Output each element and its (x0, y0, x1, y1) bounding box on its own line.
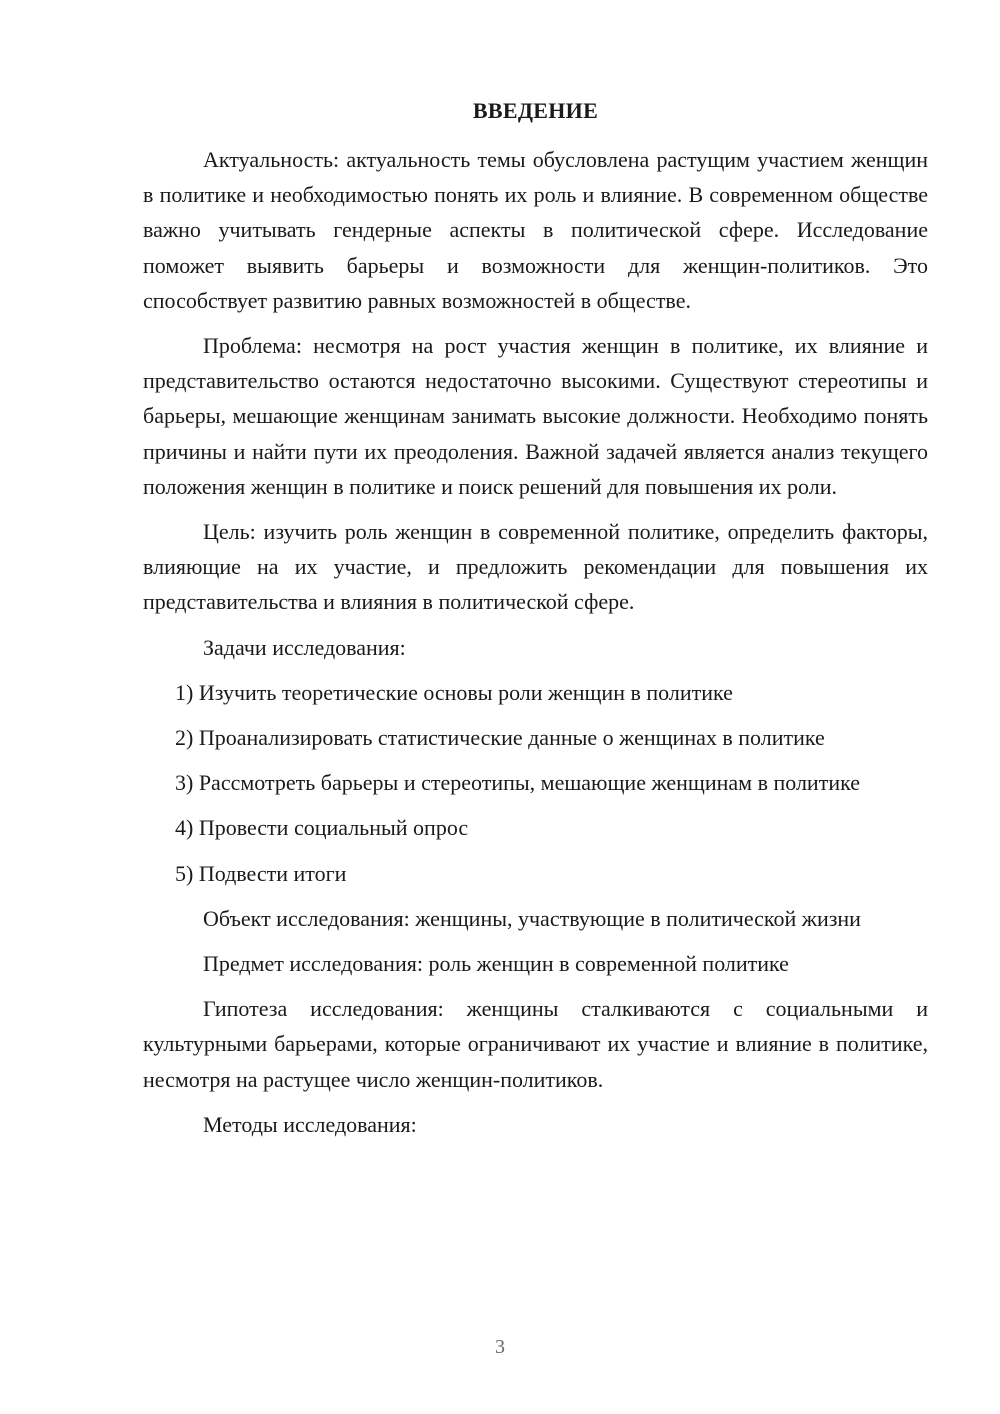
document-body (143, 142, 928, 1152)
paragraph-object: Объект исследования: женщины, участвующие в политической жизни (203, 905, 861, 931)
section-title: ВВЕДЕНИЕ (472, 98, 599, 123)
paragraph-goal: Цель: изучить роль женщин в современной политике, определить факторы, влияющие на их участие, и предложить рекомендации для повышения их представительства и влияния в политической сфере. (143, 519, 928, 615)
paragraph-subject: Предмет исследования: роль женщин в современной политике (203, 951, 789, 977)
task-item-3: 3) Рассмотреть барьеры и стереотипы, мешающие женщинам в политике (175, 770, 860, 796)
methods-heading: Методы исследования: (203, 1111, 417, 1137)
task-item-2: 2) Проанализировать статистические данные о женщинах в политике (175, 725, 825, 751)
tasks-heading: Задачи исследования: (203, 634, 406, 660)
paragraph-hypothesis: Гипотеза исследования: женщины сталкиваются с социальными и культурными барьерами, которые ограничивают их участие и влияние в политике, несмотря на растущее число женщин-политиков. (143, 996, 928, 1092)
task-item-4: 4) Провести социальный опрос (175, 815, 469, 841)
paragraph-problem: Проблема: несмотря на рост участия женщин в политике, их влияние и представительство остаются недостаточно высокими. Существуют стереотипы и барьеры, мешающие женщинам занимать высокие должности. Необходимо понять причины и найти пути их преодоления. Важной задачей является анализ текущего положения женщин в политике и поиск решений для повышения их роли. (143, 333, 928, 499)
paragraph-relevance: Актуальность: актуальность темы обусловлена растущим участием женщин в политике и необходимостью понять их роль и влияние. В современном обществе важно учитывать гендерные аспекты в политической сфере. Исследование поможет выявить барьеры и возможности для женщин-политиков. Это способствует развитию равных возможностей в обществе. (143, 147, 928, 313)
page-number: 3 (495, 1336, 505, 1358)
task-item-5: 5) Подвести итоги (175, 860, 347, 886)
task-item-1: 1) Изучить теоретические основы роли женщин в политике (175, 679, 733, 705)
